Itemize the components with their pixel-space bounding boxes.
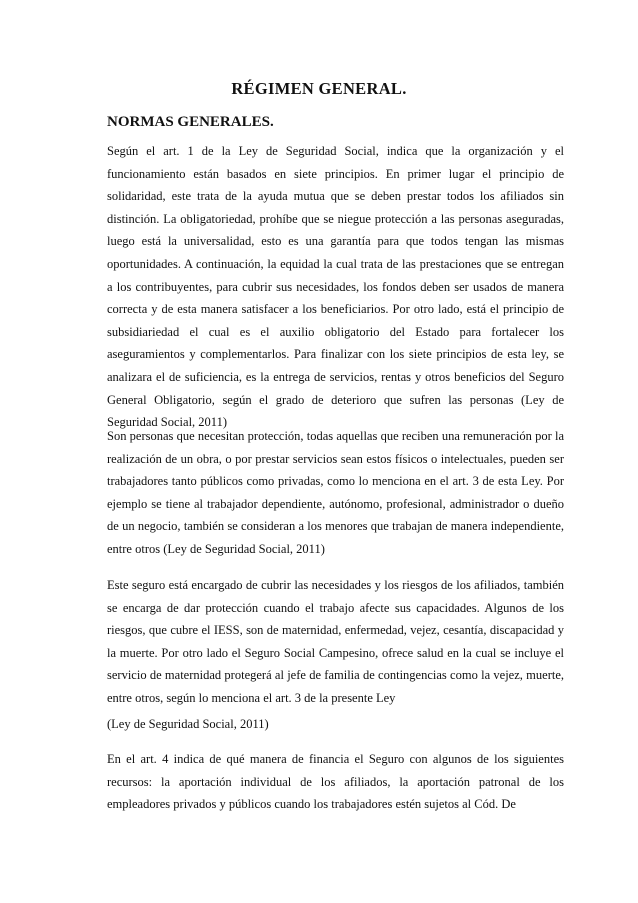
paragraph-text: En el art. 4 indica de qué manera de financia el Seguro con algunos de los siguientes recursos: la aportación individual de los afiliados, la aportación patronal de los empleadores privados y públicos cuando los trabajadores estén sujetos al Cód. De <box>107 752 564 812</box>
paragraph-principios <box>107 140 564 434</box>
section-heading: NORMAS GENERALES. <box>107 114 274 130</box>
paragraph-text: Este seguro está encargado de cubrir las necesidades y los riesgos de los afiliados, también se encarga de dar protección cuando el trabajo afecte sus capacidades. Algunos de los riesgos, que cubre el IESS, son de maternidad, enfermedad, vejez, cesantía, discapacidad y la muerte. Por otro lado el Seguro Social Campesino, ofrece salud en la cual se incluye el servicio de maternidad protegerá al jefe de familia de contingencias como la vejez, muerte, entre otros, según lo menciona el art. 3 de la presente Ley <box>107 578 564 705</box>
paragraph-personas-protegidas <box>107 425 564 561</box>
paragraph-riesgos-cubiertos <box>107 574 564 710</box>
paragraph-citation <box>107 713 564 736</box>
paragraph-financiamiento <box>107 748 564 816</box>
paragraph-text: Según el art. 1 de la Ley de Seguridad Social, indica que la organización y el funcionamiento están basados en siete principios. En primer lugar el principio de solidaridad, este trata de la ayuda mutua que se deben prestar todos los afiliados sin distinción. La obligatoriedad, prohíbe que se niegue protección a las personas aseguradas, luego está la universalidad, esto es una garantía para que todos tengan las mismas oportunidades. A continuación, la equidad la cual trata de las prestaciones que se entregan a los contribuyentes, para cubrir sus necesidades, los fondos deben ser usados de manera correcta y de esta manera satisfacer a los beneficiarios. Por otro lado, está el principio de subsidiariedad el cual es el auxilio obligatorio del Estado para fortalecer los aseguramientos y complementarlos. Para finalizar con los siete principios de esta ley, se analizara el de suficiencia, es la entrega de servicios, rentas y otros beneficios del Seguro General Obligatorio, según el grado de deterioro que sufren las personas (Ley de Seguridad Social, 2011) <box>107 144 564 430</box>
paragraph-text: (Ley de Seguridad Social, 2011) <box>107 717 269 731</box>
page-title: RÉGIMEN GENERAL. <box>231 79 407 98</box>
paragraph-text: Son personas que necesitan protección, todas aquellas que reciben una remuneración por la realización de un obra, o por prestar servicios sean estos físicos o intelectuales, pueden ser trabajadores tanto públicos como privadas, como lo menciona en el art. 3 de esta Ley. Por ejemplo se tiene al trabajador dependiente, autónomo, profesional, administrador o dueño de un negocio, también se consideran a los menores que trabajan de manera independiente, entre otros (Ley de Seguridad Social, 2011) <box>107 429 564 556</box>
